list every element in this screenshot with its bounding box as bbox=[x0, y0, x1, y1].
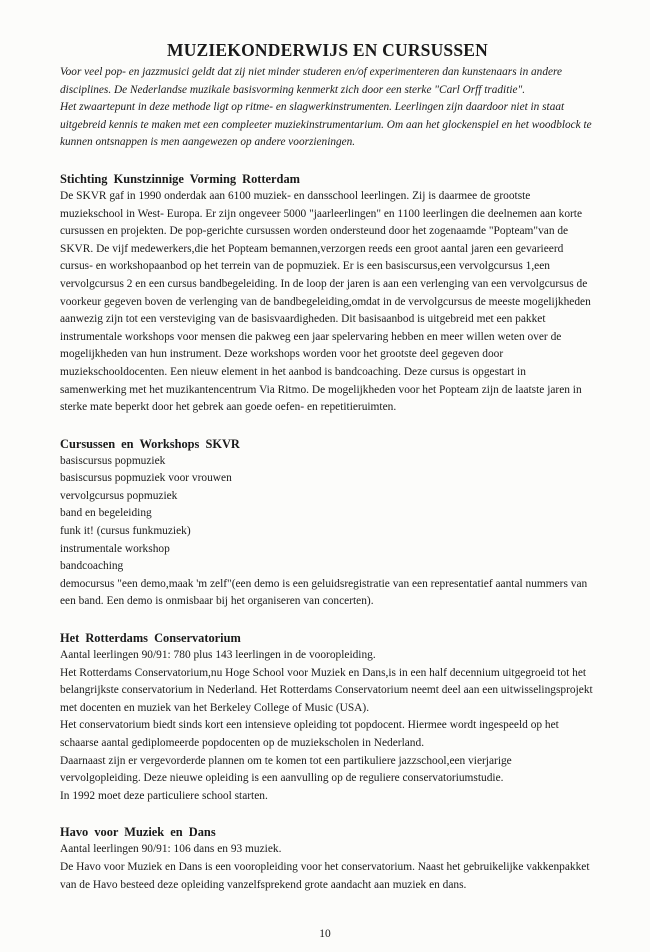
list-item: basiscursus popmuziek voor vrouwen bbox=[60, 472, 232, 485]
section-paragraph: De SKVR gaf in 1990 onderdak aan 6100 muziek- en dansschool leerlingen. Zij is daarmee de grootste muziekschool in West- Europa. Er zijn ongeveer 5000 "jaarleerlingen" en 1100 leerlingen die deelnemen aan korte cursussen en projekten. De pop-gerichte cursussen worden ondersteund door het zogenaamde "Popteam"van de SKVR. De vijf medewerkers,die het Popteam bemannen,verzorgen reeds een groot aantal jaren een gevarieerd cursus- en workshopaanbod op het terrein van de popmuziek. Er is een basiscursus,een vervolgcursus 1,een vervolgcursus 2 en een cursus bandbegeleiding. In de loop der jaren is aan een verlenging van een vervolgcursus de voorkeur gegeven boven de verlenging van de bandbegeleiding,omdat in de vervolgcursus de meeste mogelijkheden aanwezig zijn tot een versteviging van de basisvaardigheden. Dit basisaanbod is uitgebreid met een pakket instrumentale workshops voor mensen die pakweg een jaar spelervaring hebben en meer willen weten over de mogelijkheden van hun instrument. Deze workshops worden voor het grootste deel gegeven door muziekschooldocenten. Een nieuw element in het aanbod is bandcoaching. Deze cursus is opgestart in samenwerking met het muzikantencentrum Via Ritmo. De mogelijkheden voor het Popteam zijn de laatste jaren in sterke mate beperkt door het gebrek aan goede oefen- en repetitieruimten. bbox=[60, 189, 591, 414]
intro-paragraph: Het zwaartepunt in deze methode ligt op ritme- en slagwerkinstrumenten. Leerlingen zijn daardoor niet in staat uitgebreid kennis te maken met een compleeter muziekinstrumentarium. Om aan het glockenspiel en het woodblock te kunnen ontsnappen is men aangewezen op andere voorzieningen. bbox=[60, 101, 592, 149]
section-conservatorium bbox=[60, 629, 595, 805]
list-item: band en begeleiding bbox=[60, 507, 152, 520]
section-paragraph: De Havo voor Muziek en Dans is een vooropleiding voor het conservatorium. Naast het gebruikelijke vakkenpakket van de Havo besteed deze opleiding vanzelfsprekend grote aandacht aan muziek en dans. bbox=[60, 860, 590, 891]
intro bbox=[60, 64, 595, 152]
intro-paragraph: Voor veel pop- en jazzmusici geldt dat zij niet minder studeren en/of experimenteren dan kunstenaars in andere disciplines. De Nederlandse muzikale basisvorming kenmerkt zich door een sterke "Carl Orff traditie". bbox=[60, 66, 562, 96]
section-heading: Cursussen en Workshops SKVR bbox=[60, 436, 240, 451]
list-item: basiscursus popmuziek bbox=[60, 454, 166, 467]
section-paragraph: Daarnaast zijn er vergevorderde plannen om te komen tot een partikuliere jazzschool,een vierjarige vervolgopleiding. Deze nieuwe opleiding is een aanvulling op de reguliere conservatoriumstudie. bbox=[60, 754, 512, 785]
list-item: instrumentale workshop bbox=[60, 542, 170, 555]
section-heading: Stichting Kunstzinnige Vorming Rotterdam bbox=[60, 171, 300, 186]
section-paragraph: In 1992 moet deze particuliere school starten. bbox=[60, 789, 268, 802]
list-item: bandcoaching bbox=[60, 560, 124, 573]
page-number: 10 bbox=[319, 928, 331, 940]
section-skvr bbox=[60, 170, 595, 417]
list-item: funk it! (cursus funkmuziek) bbox=[60, 525, 191, 538]
section-courses bbox=[60, 435, 595, 611]
section-heading: Het Rotterdams Conservatorium bbox=[60, 631, 241, 646]
section-heading: Havo voor Muziek en Dans bbox=[60, 825, 216, 840]
list-item: democursus "een demo,maak 'm zelf"(een demo is een geluidsregistratie van een representatief aantal nummers van een band. Een demo is onmisbaar bij het organiseren van concerten). bbox=[60, 577, 588, 608]
section-havo bbox=[60, 823, 595, 894]
list-item: vervolgcursus popmuziek bbox=[60, 489, 178, 502]
page-content bbox=[60, 40, 595, 894]
page-title: MUZIEKONDERWIJS EN CURSUSSEN bbox=[166, 40, 489, 60]
section-paragraph: Het conservatorium biedt sinds kort een intensieve opleiding tot popdocent. Hiermee wordt ingespeeld op het schaarse aantal gediplomeerde popdocenten op de muziekscholen in Nederland. bbox=[60, 719, 559, 749]
section-paragraph: Aantal leerlingen 90/91: 780 plus 143 leerlingen in de vooropleiding. bbox=[60, 649, 376, 662]
section-paragraph: Het Rotterdams Conservatorium,nu Hoge School voor Muziek en Dans,is in een half decennium uitgegroeid tot het belangrijkste conservatorium in Nederland. Het Rotterdams Conservatorium neemt deel aan een uitwisselingsprojekt met docenten en muziek van het Berkeley College of Music (USA). bbox=[60, 666, 593, 714]
section-paragraph: Aantal leerlingen 90/91: 106 dans en 93 muziek. bbox=[60, 843, 282, 856]
course-list bbox=[60, 453, 595, 611]
